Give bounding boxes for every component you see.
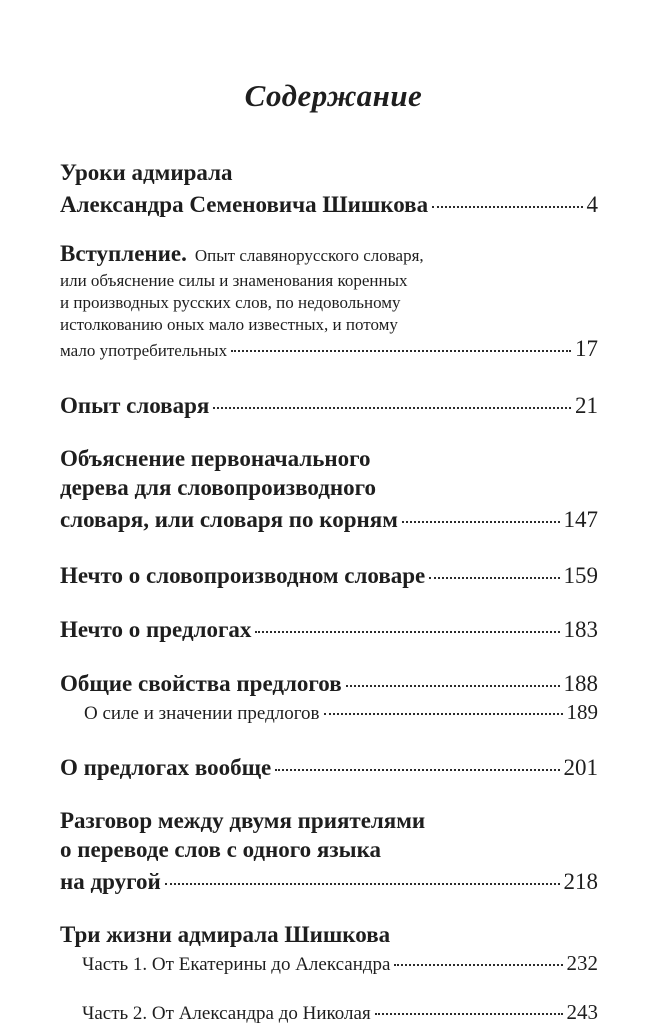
toc-line — [60, 187, 598, 219]
toc-line — [82, 998, 598, 1027]
toc-page-number: 21 — [575, 393, 598, 418]
toc-line — [60, 239, 598, 270]
toc-entry-text: Объяснение первоначального — [60, 446, 371, 471]
dot-leader — [402, 498, 560, 523]
toc-page-number: 17 — [575, 336, 598, 361]
toc-entry-text: О предлогах вообще — [60, 755, 272, 780]
toc-entry-text: Александра Семеновича Шишкова — [60, 192, 429, 217]
toc-page-number: 218 — [563, 869, 598, 894]
toc-entry-part-2[interactable] — [60, 998, 598, 1027]
toc-entry-text: Часть 1. От Екатерины до Александра — [82, 954, 391, 975]
toc-entry-derivation-dictionary[interactable] — [60, 558, 598, 590]
toc-page-number: 201 — [563, 755, 598, 780]
toc-page-number: 243 — [566, 1000, 598, 1024]
dot-leader — [324, 694, 563, 715]
toc-entry-text: о переводе слов с одного языка — [60, 837, 381, 862]
toc-entry-text: Нечто о предлогах — [60, 617, 252, 642]
toc-entry-heading: Вступление. — [60, 241, 187, 266]
toc-page-number: 147 — [563, 507, 598, 532]
toc-line — [60, 502, 598, 534]
toc-line — [60, 444, 598, 473]
toc-page-number: 188 — [563, 671, 598, 696]
toc-entry-text: Общие свойства предлогов — [60, 671, 342, 696]
toc-entry-root-tree[interactable] — [60, 444, 598, 534]
toc-line — [60, 292, 598, 314]
toc-line — [60, 558, 598, 590]
dot-leader — [275, 746, 559, 771]
toc-line — [60, 336, 598, 364]
toc-line — [60, 864, 598, 896]
toc-entry-text: О силе и значении предлогов — [84, 703, 320, 724]
toc-entry-prepositions-general[interactable] — [60, 750, 598, 782]
dot-leader — [165, 860, 560, 885]
toc-entry-introduction[interactable] — [60, 239, 598, 364]
toc-page-number: 183 — [563, 617, 598, 642]
toc-line — [60, 612, 598, 644]
toc-entry-text: словаря, или словаря по корням — [60, 507, 398, 532]
toc-entry-part-1[interactable] — [60, 949, 598, 978]
toc-entry-text: Нечто о словопроизводном словаре — [60, 563, 426, 588]
dot-leader — [255, 608, 559, 633]
toc-line — [84, 698, 598, 726]
toc-entry-text: Три жизни адмирала Шишкова — [60, 922, 391, 947]
toc-line — [60, 388, 598, 420]
dot-leader — [346, 662, 560, 687]
toc-line — [82, 949, 598, 978]
dot-leader — [429, 554, 559, 579]
toc-entry-text: и производных русских слов, по недовольному — [60, 293, 401, 312]
toc-line — [60, 270, 598, 292]
toc-entry-text: Опыт славянорусского словаря, — [194, 246, 424, 265]
toc-entry-text: Разговор между двумя приятелями — [60, 808, 426, 833]
toc-page-number: 189 — [566, 700, 598, 724]
toc-entry-text: Опыт словаря — [60, 393, 210, 418]
table-of-contents — [60, 150, 598, 1027]
toc-entry-text: дерева для словопроизводного — [60, 475, 376, 500]
dot-leader — [375, 994, 563, 1015]
dot-leader — [213, 384, 571, 409]
dot-leader — [231, 333, 571, 352]
toc-entry-text: на другой — [60, 869, 161, 894]
toc-entry-preposition-meaning[interactable] — [60, 698, 598, 726]
dot-leader — [432, 183, 582, 208]
toc-page-number: 4 — [586, 192, 598, 217]
toc-entry-text: мало употребительных — [60, 341, 228, 360]
toc-entry-prepositions[interactable] — [60, 612, 598, 644]
page-title: Содержание — [244, 78, 423, 113]
toc-entry-dictionary-essay[interactable] — [60, 388, 598, 420]
dot-leader — [394, 945, 562, 966]
toc-entry-conversation[interactable] — [60, 806, 598, 896]
toc-entry-admiral-lessons[interactable] — [60, 158, 598, 219]
toc-entry-text: или объяснение силы и знаменования коренных — [60, 271, 408, 290]
toc-entry-text: Часть 2. От Александра до Николая — [82, 1003, 371, 1024]
toc-line — [60, 750, 598, 782]
toc-page-number: 232 — [566, 951, 598, 975]
toc-line — [60, 806, 598, 835]
toc-entry-text: истолкованию оных мало известных, и потому — [60, 315, 398, 334]
toc-page-number: 159 — [563, 563, 598, 588]
toc-entry-text: Уроки адмирала — [60, 160, 233, 185]
